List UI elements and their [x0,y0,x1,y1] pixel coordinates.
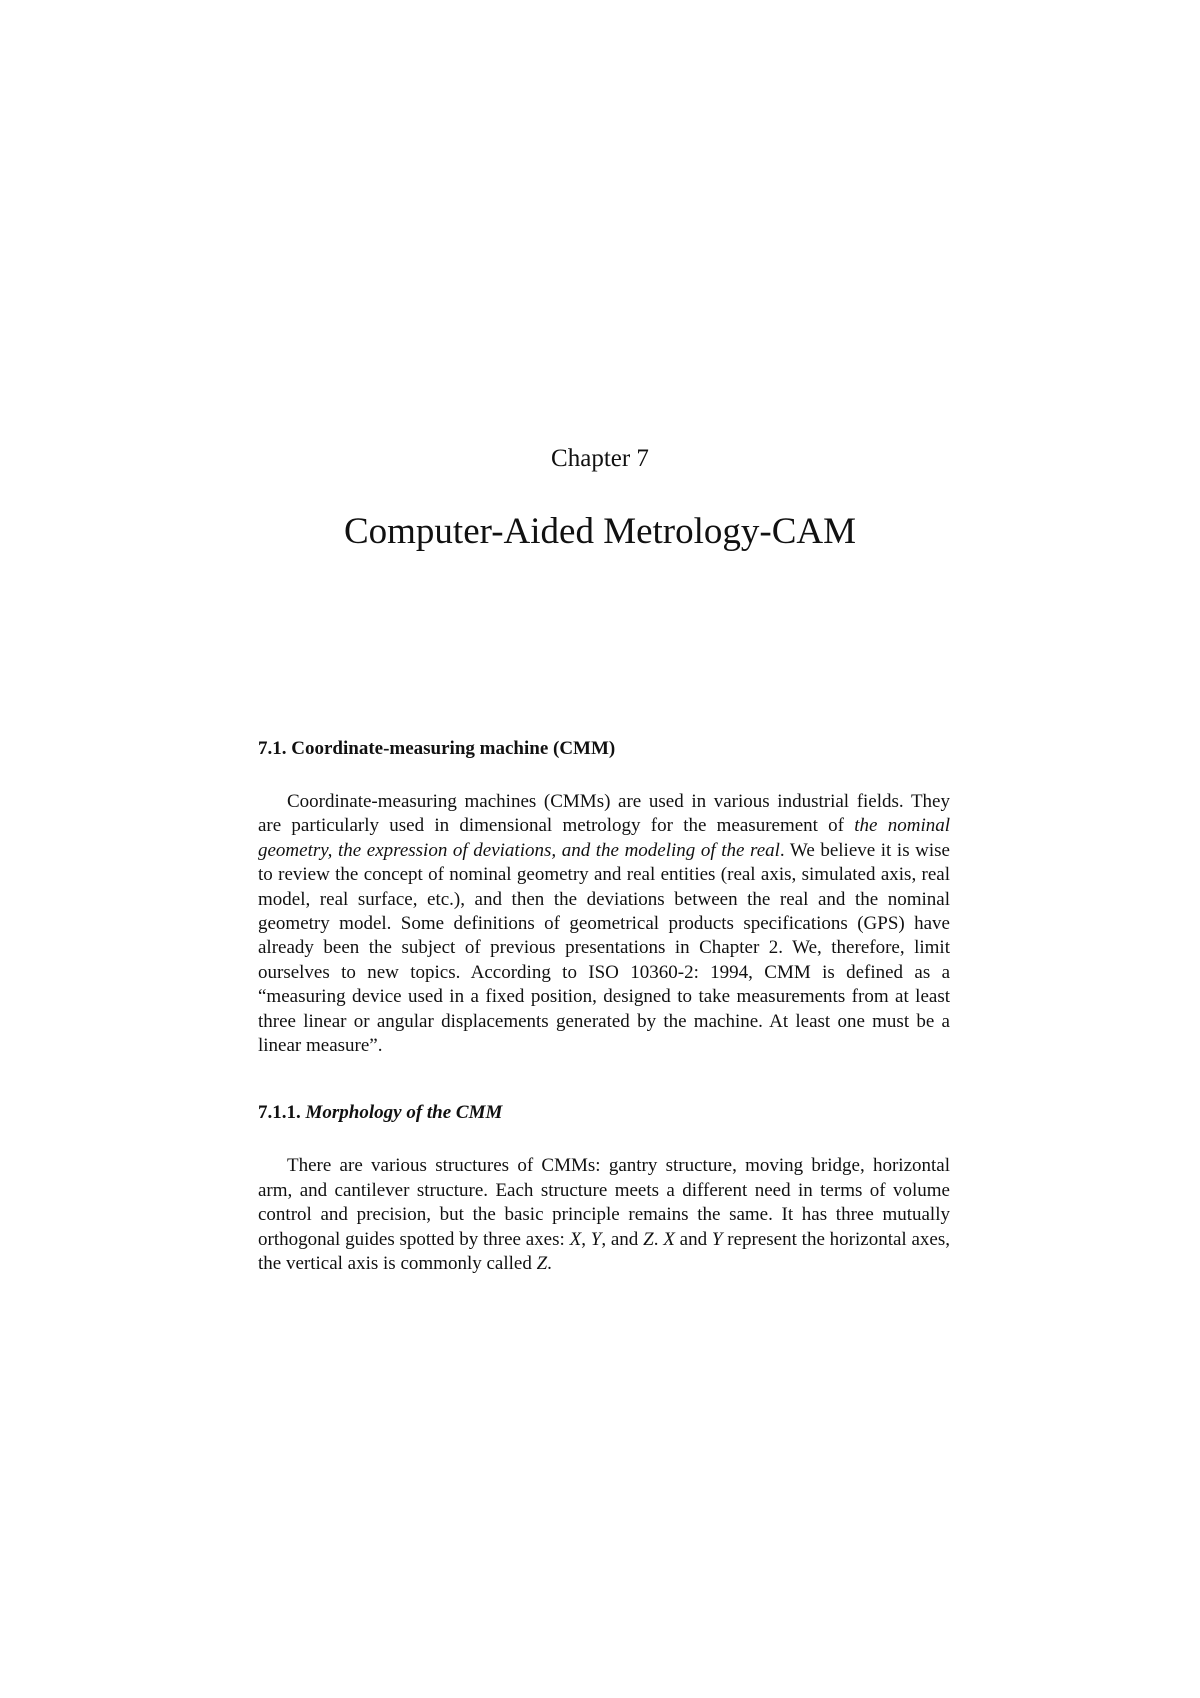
axis-z: Z [643,1228,654,1250]
section-7-1-1-paragraph [258,1154,950,1276]
axis-y: Y [711,1228,723,1250]
section-title: Morphology of the CMM [305,1102,503,1124]
chapter-label: Chapter 7 [551,445,649,472]
paragraph-text: and [674,1228,712,1250]
paragraph-text: represent the horizontal axes, the vertical axis is commonly called [258,1228,951,1275]
section-heading-7-1-1 [258,1098,950,1128]
paragraph-text: Coordinate-measuring machines (CMMs) are used in various industrial fields. They are particularly used in dimensional metrology for the measurement of [258,791,950,837]
paragraph-text: . [547,1253,552,1275]
paragraph-text: . [653,1228,664,1250]
paragraph-text: , and [601,1228,644,1250]
section-number: 7.1.1. [258,1102,301,1124]
paragraph-text: There are various structures of CMMs: gantry structure, moving bridge, horizontal arm, and cantilever structure. Each structure meets a different need in terms of volume control and precision, but the basic principle remains the same. It has three mutually orthogonal guides spotted by three axes: [258,1155,950,1250]
axis-y: Y [590,1228,602,1250]
axis-x: X [569,1228,582,1250]
paragraph-text: . We believe it is wise to review the concept of nominal geometry and real entities (real axis, simulated axis, real model, real surface, etc.), and then the deviations between the real and the nominal geometry model. Some definitions of geometrical products specifications (GPS) have already been the subject of previous presentations in Chapter 2. We, therefore, limit ourselves to new topics. According to ISO 10360-2: 1994, CMM is defined as a “measuring device used in a fixed position, designed to take measurements from at least three linear or angular displacements generated by the machine. At least one must be a linear measure”. [258,839,950,1057]
paragraph-italic-text: the nominal geometry, the expression of deviations, and the modeling of the real [258,815,950,861]
section-7-1-paragraph [258,790,950,1058]
axis-z: Z [536,1253,548,1275]
paragraph-text: , [581,1228,591,1250]
axis-x: X [663,1228,675,1250]
section-heading-7-1: 7.1. Coordinate-measuring machine (CMM) [258,738,616,759]
section-spacer [258,1058,950,1098]
chapter-title: Computer-Aided Metrology-CAM [343,511,857,552]
chapter-body [258,734,950,1277]
